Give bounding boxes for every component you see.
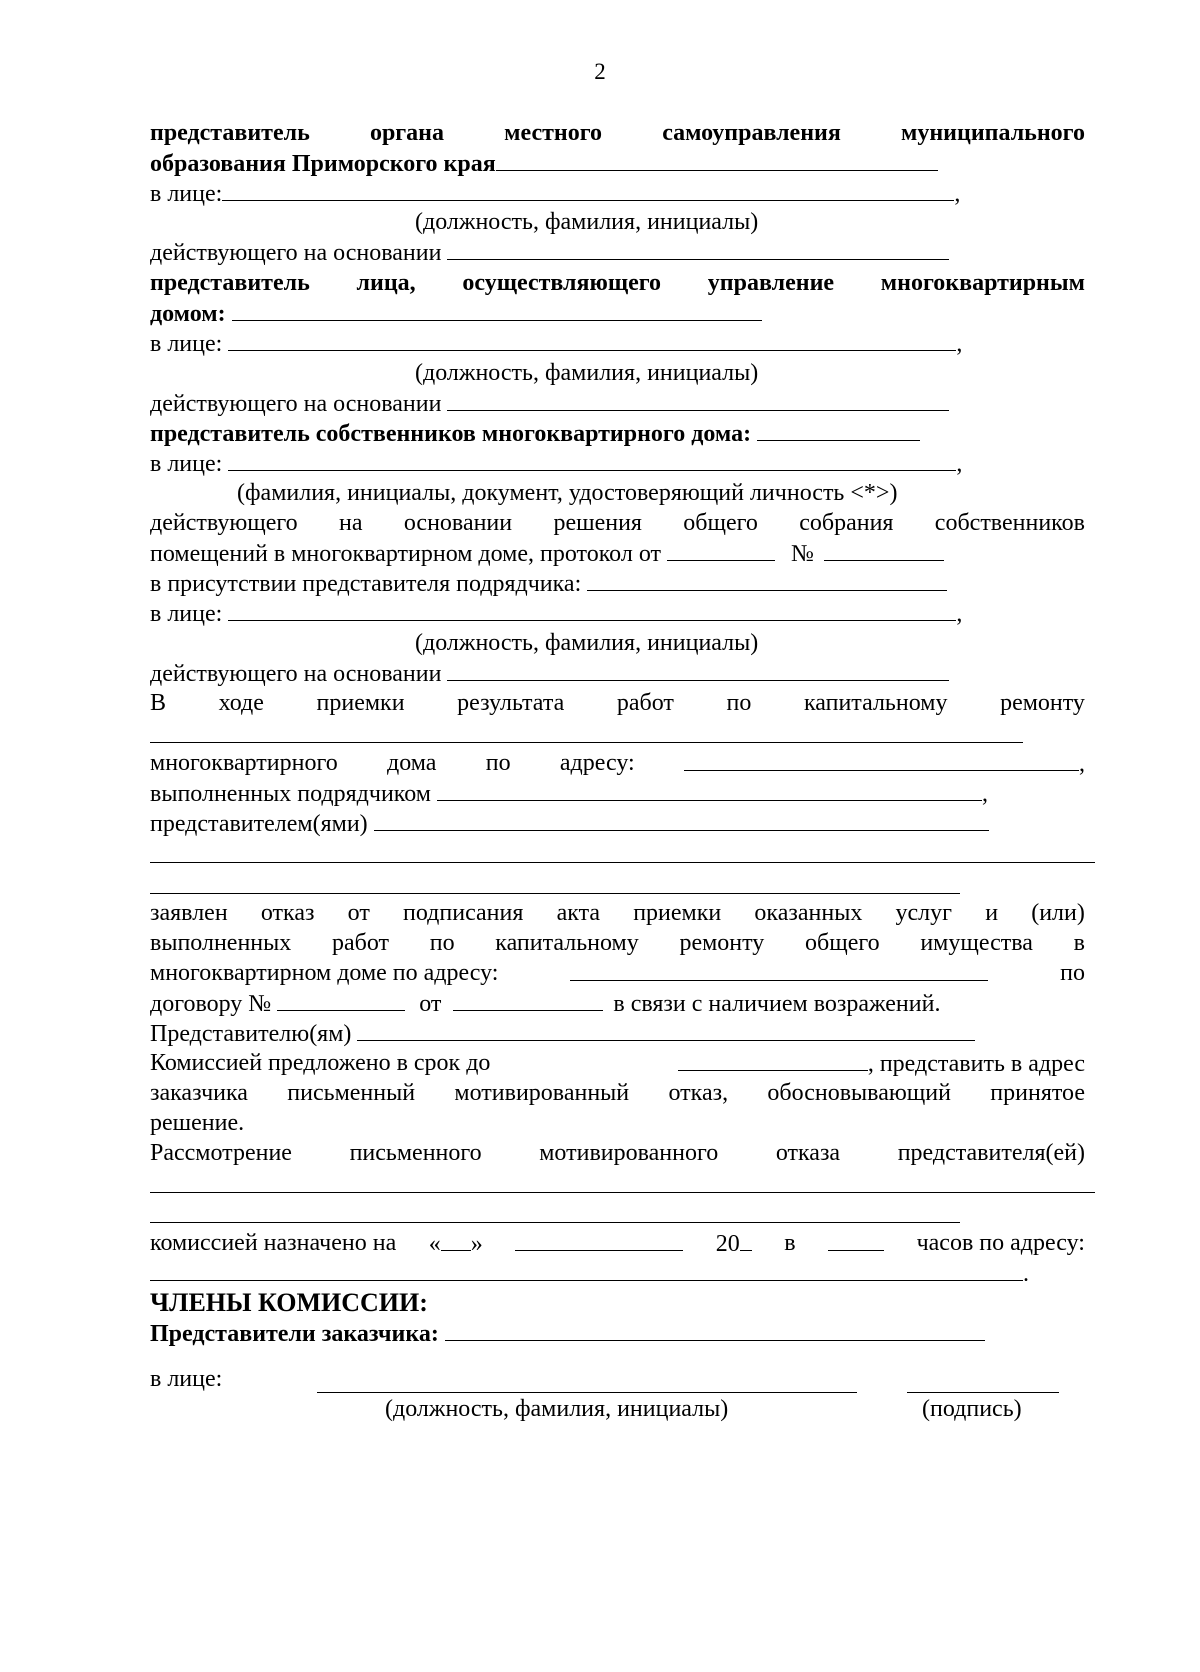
- blank-field[interactable]: [496, 148, 938, 171]
- decision-word: решение.: [150, 1110, 245, 1136]
- hour-field[interactable]: [828, 1228, 884, 1251]
- blank-field[interactable]: [228, 448, 956, 471]
- caption-position-name: (должность, фамилия, инициалы): [385, 1396, 729, 1422]
- blank-field[interactable]: [757, 418, 920, 441]
- caption-name-document: (фамилия, инициалы, документ, удостоверяющий личность <*>): [237, 480, 898, 506]
- contract-number-field[interactable]: [277, 988, 405, 1011]
- heading-owners: представитель собственников многоквартирного дома:: [150, 418, 920, 449]
- page-number: 2: [594, 59, 606, 84]
- caption-position-name: (должность, фамилия, инициалы): [415, 630, 759, 656]
- blank-field[interactable]: [447, 388, 949, 411]
- v-lice-line: в лице: ,: [150, 448, 962, 479]
- v-lice-line: в лице: ,: [150, 598, 962, 629]
- month-field[interactable]: [515, 1228, 683, 1251]
- address-field[interactable]: [150, 1258, 1023, 1281]
- blank-field[interactable]: [228, 328, 956, 351]
- review-line: Рассмотрение письменного мотивированного отказа представителя(ей): [150, 1140, 1085, 1166]
- representative-to-line: Представителю(ям): [150, 1018, 975, 1049]
- blank-field[interactable]: [228, 598, 956, 621]
- address-field[interactable]: [684, 748, 1079, 771]
- blank-field[interactable]: [447, 237, 949, 260]
- caption-signature: (подпись): [922, 1396, 1022, 1422]
- heading-local-government: представитель органа местного самоуправления муниципального: [150, 120, 1085, 146]
- blank-field[interactable]: [232, 298, 762, 321]
- commission-members-heading: ЧЛЕНЫ КОМИССИИ:: [150, 1288, 428, 1317]
- v-lice-label: в лице:: [150, 1366, 223, 1392]
- blank-field[interactable]: [437, 778, 982, 801]
- heading-primorsky: образования Приморского края: [150, 148, 938, 179]
- refusal-address-line: многоквартирном доме по адресу: по: [150, 960, 1085, 986]
- year-field[interactable]: [740, 1228, 752, 1251]
- acting-basis-line: действующего на основании: [150, 658, 949, 689]
- blank-line[interactable]: [150, 1222, 960, 1223]
- acting-basis-line: действующего на основании: [150, 388, 949, 419]
- address-line: многоквартирного дома по адресу: ,: [150, 750, 1085, 777]
- representatives-line: представителем(ями): [150, 808, 989, 839]
- protocol-date-field[interactable]: [667, 538, 775, 561]
- day-field[interactable]: [441, 1228, 471, 1251]
- deadline-field[interactable]: [678, 1048, 868, 1071]
- contractor-presence-line: в присутствии представителя подрядчика:: [150, 568, 947, 599]
- caption-position-name: (должность, фамилия, инициалы): [415, 360, 759, 386]
- acting-basis-line: действующего на основании: [150, 237, 949, 268]
- blank-field[interactable]: [357, 1018, 975, 1041]
- blank-field[interactable]: [587, 568, 947, 591]
- blank-field[interactable]: [447, 658, 949, 681]
- blank-line[interactable]: [150, 893, 960, 894]
- appointment-line: комиссией назначено на « » 20 в часов по адресу:: [150, 1230, 1085, 1257]
- blank-field[interactable]: [445, 1318, 985, 1341]
- blank-line[interactable]: [150, 742, 1023, 743]
- refusal-line: выполненных работ по капитальному ремонту общего имущества в: [150, 930, 1085, 956]
- protocol-line: помещений в многоквартирном доме, протокол от №: [150, 538, 944, 569]
- signature-field[interactable]: [907, 1392, 1059, 1393]
- caption-position-name: (должность, фамилия, инициалы): [415, 209, 759, 235]
- contract-line: договору № от в связи с наличием возражений.: [150, 988, 940, 1019]
- blank-line[interactable]: [150, 862, 1095, 863]
- blank-line[interactable]: [150, 1192, 1095, 1193]
- refusal-line: заявлен отказ от подписания акта приемки оказанных услуг и (или): [150, 900, 1085, 926]
- blank-field[interactable]: [222, 178, 954, 201]
- address-field[interactable]: [570, 958, 988, 981]
- customer-representatives-line: Представители заказчика:: [150, 1318, 985, 1349]
- contract-date-field[interactable]: [453, 988, 603, 1011]
- v-lice-line: в лице: ,: [150, 178, 960, 209]
- blank-field[interactable]: [374, 808, 989, 831]
- signatory-name-field[interactable]: [317, 1392, 857, 1393]
- appointment-address-line: .: [150, 1258, 1029, 1289]
- v-lice-line: в лице: ,: [150, 328, 962, 359]
- acting-decision-line: действующего на основании решения общего собрания собственников: [150, 510, 1085, 536]
- protocol-number-field[interactable]: [824, 538, 944, 561]
- customer-refusal-line: заказчика письменный мотивированный отказ, обосновывающий принятое: [150, 1080, 1085, 1106]
- heading-house: домом:: [150, 298, 762, 329]
- commission-deadline-line: Комиссией предложено в срок до , представить в адрес: [150, 1050, 1085, 1077]
- contractor-line: выполненных подрядчиком ,: [150, 778, 988, 809]
- heading-manager: представитель лица, осуществляющего управление многоквартирным: [150, 270, 1085, 296]
- acceptance-line: В ходе приемки результата работ по капитальному ремонту: [150, 690, 1085, 716]
